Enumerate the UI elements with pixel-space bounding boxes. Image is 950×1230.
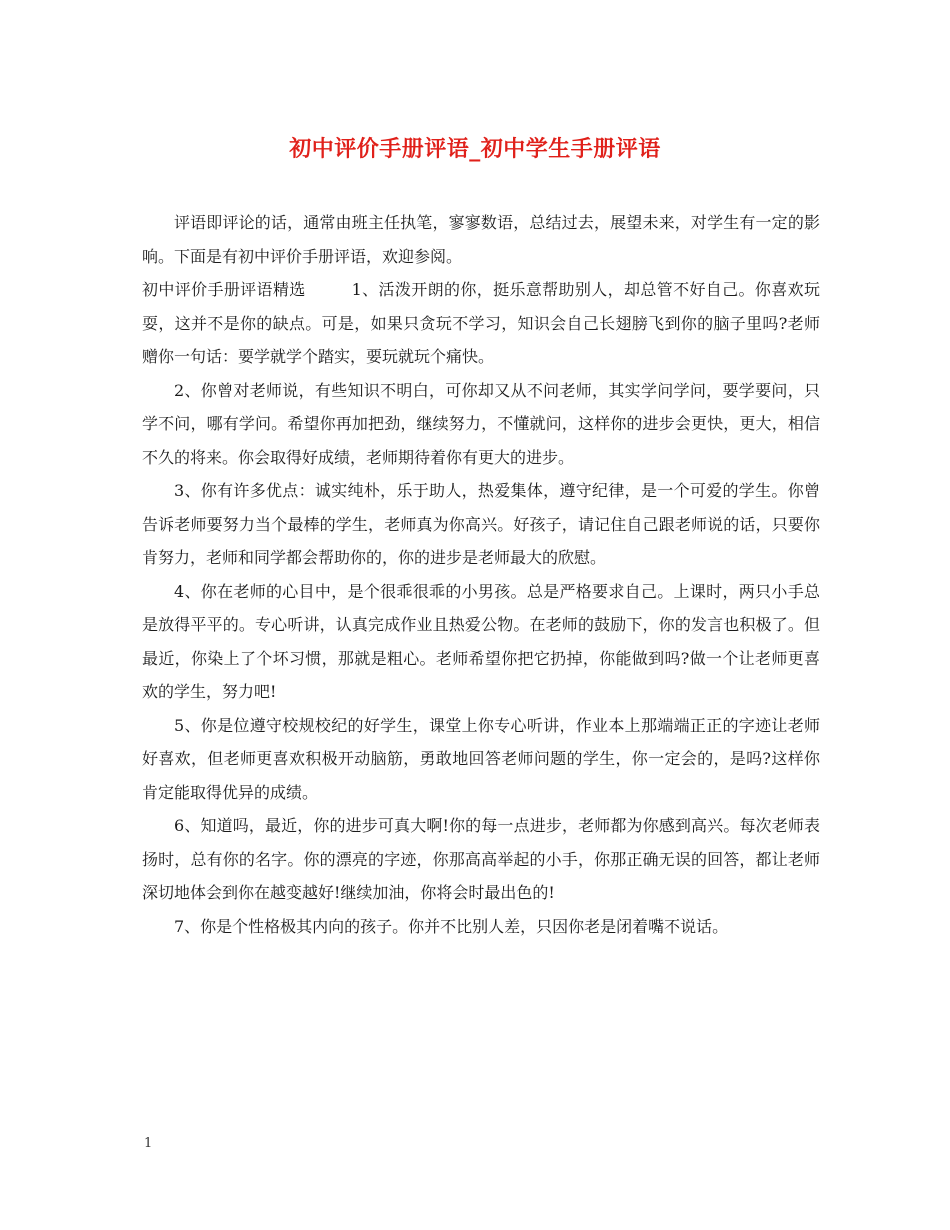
- comment-5: 5、你是位遵守校规校纪的好学生，课堂上你专心听讲，作业本上那端端正正的字迹让老师好喜欢，但老师更喜欢积极开动脑筋，勇敢地回答老师问题的学生，你一定会的，是吗?这样你肯定能取得优异的成绩。: [142, 715, 820, 802]
- section-paragraph-1: [142, 273, 820, 374]
- document-title: 初中评价手册评语_初中学生手册评语: [289, 137, 661, 162]
- comment-6: 6、知道吗，最近，你的进步可真大啊!你的每一点进步，老师都为你感到高兴。每次老师表扬时，总有你的名字。你的漂亮的字迹，你那高高举起的小手，你那正确无误的回答，都让老师深切地体会到你在越变越好!继续加油，你将会时最出色的!: [142, 816, 820, 902]
- intro-paragraph: 评语即评论的话，通常由班主任执笔，寥寥数语，总结过去，展望未来，对学生有一定的影响。下面是有初中评价手册评语，欢迎参阅。: [142, 213, 820, 266]
- comment-7: 7、你是个性格极其内向的孩子。你并不比别人差，只因你老是闭着嘴不说话。: [174, 916, 729, 936]
- section-heading: 初中评价手册评语精选: [142, 280, 306, 299]
- comment-3: 3、你有许多优点：诚实纯朴，乐于助人，热爱集体，遵守纪律，是一个可爱的学生。你曾告诉老师要努力当个最棒的学生，老师真为你高兴。好孩子，请记住自己跟老师说的话，只要你肯努力，老师和同学都会帮助你的，你的进步是老师最大的欣慰。: [142, 481, 820, 567]
- comment-4: 4、你在老师的心目中，是个很乖很乖的小男孩。总是严格要求自己。上课时，两只小手总是放得平平的。专心听讲，认真完成作业且热爱公物。在老师的鼓励下，你的发言也积极了。但最近，你染上了个坏习惯，那就是粗心。老师希望你把它扔掉，你能做到吗?做一个让老师更喜欢的学生，努力吧!: [142, 581, 820, 701]
- comment-1: 1、活泼开朗的你，挺乐意帮助别人，却总管不好自己。你喜欢玩耍，这并不是你的缺点。可是，如果只贪玩不学习，知识会自己长翅膀飞到你的脑子里吗?老师赠你一句话：要学就学个踏实，要玩就玩个痛快。: [142, 280, 820, 366]
- comment-2: 2、你曾对老师说，有些知识不明白，可你却又从不问老师，其实学问学问，要学要问，只学不问，哪有学问。希望你再加把劲，继续努力，不懂就问，这样你的进步会更快，更大，相信不久的将来。你会取得好成绩，老师期待着你有更大的进步。: [142, 380, 820, 467]
- document-body: [142, 206, 820, 943]
- page-number: 1: [144, 1136, 153, 1151]
